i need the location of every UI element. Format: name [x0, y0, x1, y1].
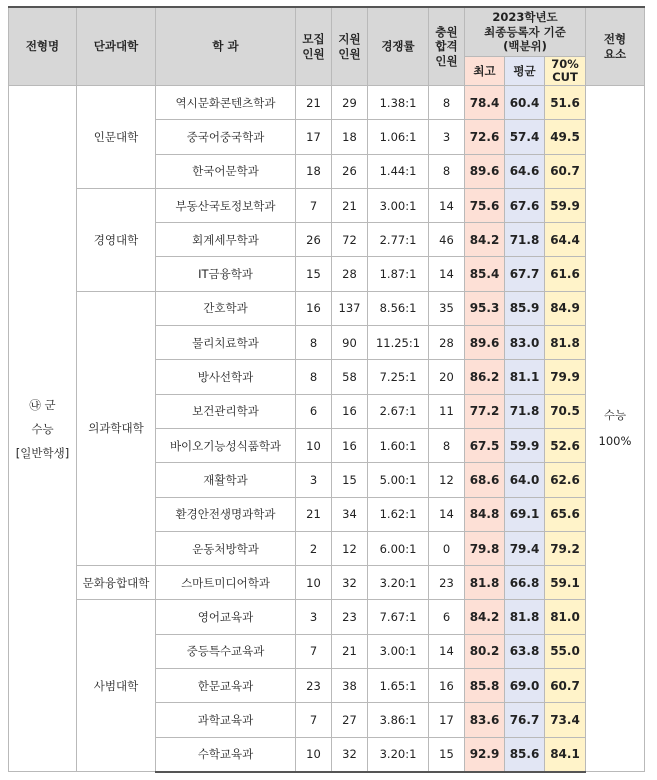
ratio-cell: 7.67:1	[368, 600, 429, 634]
avg-score-cell: 71.8	[505, 223, 545, 257]
admission-group-label: ㉯ 군	[29, 397, 56, 412]
quota-cell: 10	[296, 428, 332, 462]
quota-cell: 16	[296, 291, 332, 325]
college-name: 인문대학	[77, 86, 156, 189]
dept-name: 재활학과	[156, 463, 296, 497]
cut-score-cell: 61.6	[545, 257, 586, 291]
ratio-cell: 3.86:1	[368, 703, 429, 737]
ratio-cell: 1.65:1	[368, 669, 429, 703]
admission-name-label: 수능	[31, 421, 54, 436]
additional-cell: 28	[429, 326, 465, 360]
quota-cell: 7	[296, 703, 332, 737]
dept-name: 한문교육과	[156, 669, 296, 703]
applicants-cell: 18	[332, 120, 368, 154]
max-score-cell: 85.8	[465, 669, 505, 703]
header-score-group: 2023학년도 최종등록자 기준 (백분위)	[465, 7, 586, 57]
admission-track-label: [일반학생]	[15, 445, 70, 460]
cut-score-cell: 62.6	[545, 463, 586, 497]
header-factor: 전형 요소	[586, 7, 645, 86]
applicants-cell: 27	[332, 703, 368, 737]
avg-score-cell: 67.6	[505, 188, 545, 222]
quota-cell: 3	[296, 600, 332, 634]
cut-score-cell: 79.2	[545, 531, 586, 565]
applicants-cell: 12	[332, 531, 368, 565]
avg-score-cell: 69.1	[505, 497, 545, 531]
applicants-cell: 90	[332, 326, 368, 360]
max-score-cell: 78.4	[465, 86, 505, 120]
ratio-cell: 8.56:1	[368, 291, 429, 325]
table-body	[9, 86, 645, 772]
cut-score-cell: 64.4	[545, 223, 586, 257]
college-name: 의과학대학	[77, 291, 156, 565]
header-additional: 충원 합격 인원	[429, 7, 465, 86]
max-score-cell: 84.2	[465, 600, 505, 634]
additional-cell: 35	[429, 291, 465, 325]
avg-score-cell: 76.7	[505, 703, 545, 737]
max-score-cell: 68.6	[465, 463, 505, 497]
additional-cell: 14	[429, 634, 465, 668]
applicants-cell: 26	[332, 154, 368, 188]
dept-name: 과학교육과	[156, 703, 296, 737]
table-row	[9, 86, 645, 120]
applicants-cell: 58	[332, 360, 368, 394]
cut-score-cell: 70.5	[545, 394, 586, 428]
avg-score-cell: 67.7	[505, 257, 545, 291]
cut-score-cell: 81.0	[545, 600, 586, 634]
table-row	[9, 291, 645, 325]
quota-cell: 18	[296, 154, 332, 188]
quota-cell: 8	[296, 360, 332, 394]
header-dept: 학 과	[156, 7, 296, 86]
cut-score-cell: 59.9	[545, 188, 586, 222]
avg-score-cell: 63.8	[505, 634, 545, 668]
table-row	[9, 188, 645, 222]
ratio-cell: 1.87:1	[368, 257, 429, 291]
additional-cell: 11	[429, 394, 465, 428]
avg-score-cell: 79.4	[505, 531, 545, 565]
max-score-cell: 85.4	[465, 257, 505, 291]
dept-name: 부동산국토정보학과	[156, 188, 296, 222]
applicants-cell: 32	[332, 737, 368, 772]
avg-score-cell: 66.8	[505, 566, 545, 600]
header-ratio: 경쟁률	[368, 7, 429, 86]
cut-score-cell: 60.7	[545, 154, 586, 188]
dept-name: 간호학과	[156, 291, 296, 325]
max-score-cell: 89.6	[465, 154, 505, 188]
college-name: 문화융합대학	[77, 566, 156, 600]
applicants-cell: 23	[332, 600, 368, 634]
max-score-cell: 89.6	[465, 326, 505, 360]
max-score-cell: 81.8	[465, 566, 505, 600]
max-score-cell: 84.2	[465, 223, 505, 257]
applicants-cell: 137	[332, 291, 368, 325]
avg-score-cell: 57.4	[505, 120, 545, 154]
additional-cell: 16	[429, 669, 465, 703]
max-score-cell: 72.6	[465, 120, 505, 154]
additional-cell: 14	[429, 257, 465, 291]
applicants-cell: 38	[332, 669, 368, 703]
dept-name: 수학교육과	[156, 737, 296, 772]
max-score-cell: 95.3	[465, 291, 505, 325]
additional-cell: 46	[429, 223, 465, 257]
quota-cell: 21	[296, 86, 332, 120]
header-avg: 평균	[505, 57, 545, 86]
admission-results-table	[8, 6, 645, 773]
dept-name: 방사선학과	[156, 360, 296, 394]
ratio-cell: 1.44:1	[368, 154, 429, 188]
factor-percent: 100%	[598, 433, 632, 448]
cut-score-cell: 60.7	[545, 669, 586, 703]
additional-cell: 23	[429, 566, 465, 600]
cut-score-cell: 73.4	[545, 703, 586, 737]
dept-name: 스마트미디어학과	[156, 566, 296, 600]
applicants-cell: 32	[332, 566, 368, 600]
cut-score-cell: 59.1	[545, 566, 586, 600]
applicants-cell: 29	[332, 86, 368, 120]
dept-name: 보건관리학과	[156, 394, 296, 428]
college-name: 경영대학	[77, 188, 156, 291]
additional-cell: 8	[429, 154, 465, 188]
applicants-cell: 15	[332, 463, 368, 497]
cut-score-cell: 84.9	[545, 291, 586, 325]
dept-name: 운동처방학과	[156, 531, 296, 565]
factor-cell	[586, 86, 645, 772]
ratio-cell: 7.25:1	[368, 360, 429, 394]
ratio-cell: 6.00:1	[368, 531, 429, 565]
quota-cell: 6	[296, 394, 332, 428]
avg-score-cell: 85.6	[505, 737, 545, 772]
ratio-cell: 1.62:1	[368, 497, 429, 531]
additional-cell: 8	[429, 428, 465, 462]
applicants-cell: 72	[332, 223, 368, 257]
ratio-cell: 3.20:1	[368, 737, 429, 772]
applicants-cell: 16	[332, 394, 368, 428]
additional-cell: 15	[429, 737, 465, 772]
avg-score-cell: 83.0	[505, 326, 545, 360]
cut-score-cell: 79.9	[545, 360, 586, 394]
factor-name: 수능	[603, 408, 627, 423]
header-college: 단과대학	[77, 7, 156, 86]
header-quota: 모집 인원	[296, 7, 332, 86]
max-score-cell: 84.8	[465, 497, 505, 531]
cut-score-cell: 52.6	[545, 428, 586, 462]
additional-cell: 17	[429, 703, 465, 737]
dept-name: 바이오기능성식품학과	[156, 428, 296, 462]
additional-cell: 0	[429, 531, 465, 565]
header-max: 최고	[465, 57, 505, 86]
additional-cell: 12	[429, 463, 465, 497]
quota-cell: 23	[296, 669, 332, 703]
max-score-cell: 67.5	[465, 428, 505, 462]
quota-cell: 15	[296, 257, 332, 291]
cut-score-cell: 65.6	[545, 497, 586, 531]
max-score-cell: 75.6	[465, 188, 505, 222]
avg-score-cell: 85.9	[505, 291, 545, 325]
additional-cell: 3	[429, 120, 465, 154]
table-row	[9, 566, 645, 600]
ratio-cell: 2.67:1	[368, 394, 429, 428]
ratio-cell: 1.38:1	[368, 86, 429, 120]
applicants-cell: 34	[332, 497, 368, 531]
additional-cell: 14	[429, 497, 465, 531]
avg-score-cell: 59.9	[505, 428, 545, 462]
ratio-cell: 2.77:1	[368, 223, 429, 257]
max-score-cell: 92.9	[465, 737, 505, 772]
additional-cell: 6	[429, 600, 465, 634]
avg-score-cell: 81.1	[505, 360, 545, 394]
cut-score-cell: 55.0	[545, 634, 586, 668]
applicants-cell: 21	[332, 188, 368, 222]
avg-score-cell: 64.0	[505, 463, 545, 497]
ratio-cell: 11.25:1	[368, 326, 429, 360]
dept-name: 한국어문학과	[156, 154, 296, 188]
dept-name: 영어교육과	[156, 600, 296, 634]
cut-score-cell: 84.1	[545, 737, 586, 772]
max-score-cell: 80.2	[465, 634, 505, 668]
applicants-cell: 28	[332, 257, 368, 291]
dept-name: 환경안전생명과학과	[156, 497, 296, 531]
ratio-cell: 3.00:1	[368, 188, 429, 222]
max-score-cell: 83.6	[465, 703, 505, 737]
dept-name: IT금융학과	[156, 257, 296, 291]
quota-cell: 2	[296, 531, 332, 565]
additional-cell: 8	[429, 86, 465, 120]
max-score-cell: 79.8	[465, 531, 505, 565]
header-applicants: 지원 인원	[332, 7, 368, 86]
quota-cell: 21	[296, 497, 332, 531]
avg-score-cell: 64.6	[505, 154, 545, 188]
cut-score-cell: 51.6	[545, 86, 586, 120]
quota-cell: 10	[296, 566, 332, 600]
cut-score-cell: 81.8	[545, 326, 586, 360]
avg-score-cell: 60.4	[505, 86, 545, 120]
ratio-cell: 1.60:1	[368, 428, 429, 462]
cut-score-cell: 49.5	[545, 120, 586, 154]
ratio-cell: 5.00:1	[368, 463, 429, 497]
header-type-name: 전형명	[9, 7, 77, 86]
dept-name: 역시문화콘텐츠학과	[156, 86, 296, 120]
ratio-cell: 3.00:1	[368, 634, 429, 668]
dept-name: 회계세무학과	[156, 223, 296, 257]
header-cut: 70% CUT	[545, 57, 586, 86]
dept-name: 중등특수교육과	[156, 634, 296, 668]
avg-score-cell: 71.8	[505, 394, 545, 428]
additional-cell: 20	[429, 360, 465, 394]
table-row	[9, 600, 645, 634]
dept-name: 물리치료학과	[156, 326, 296, 360]
quota-cell: 8	[296, 326, 332, 360]
quota-cell: 10	[296, 737, 332, 772]
quota-cell: 3	[296, 463, 332, 497]
max-score-cell: 77.2	[465, 394, 505, 428]
dept-name: 중국어중국학과	[156, 120, 296, 154]
ratio-cell: 1.06:1	[368, 120, 429, 154]
quota-cell: 7	[296, 634, 332, 668]
quota-cell: 26	[296, 223, 332, 257]
additional-cell: 14	[429, 188, 465, 222]
applicants-cell: 21	[332, 634, 368, 668]
max-score-cell: 86.2	[465, 360, 505, 394]
college-name: 사범대학	[77, 600, 156, 772]
avg-score-cell: 69.0	[505, 669, 545, 703]
admission-type-cell	[9, 86, 77, 772]
applicants-cell: 16	[332, 428, 368, 462]
avg-score-cell: 81.8	[505, 600, 545, 634]
quota-cell: 7	[296, 188, 332, 222]
quota-cell: 17	[296, 120, 332, 154]
ratio-cell: 3.20:1	[368, 566, 429, 600]
